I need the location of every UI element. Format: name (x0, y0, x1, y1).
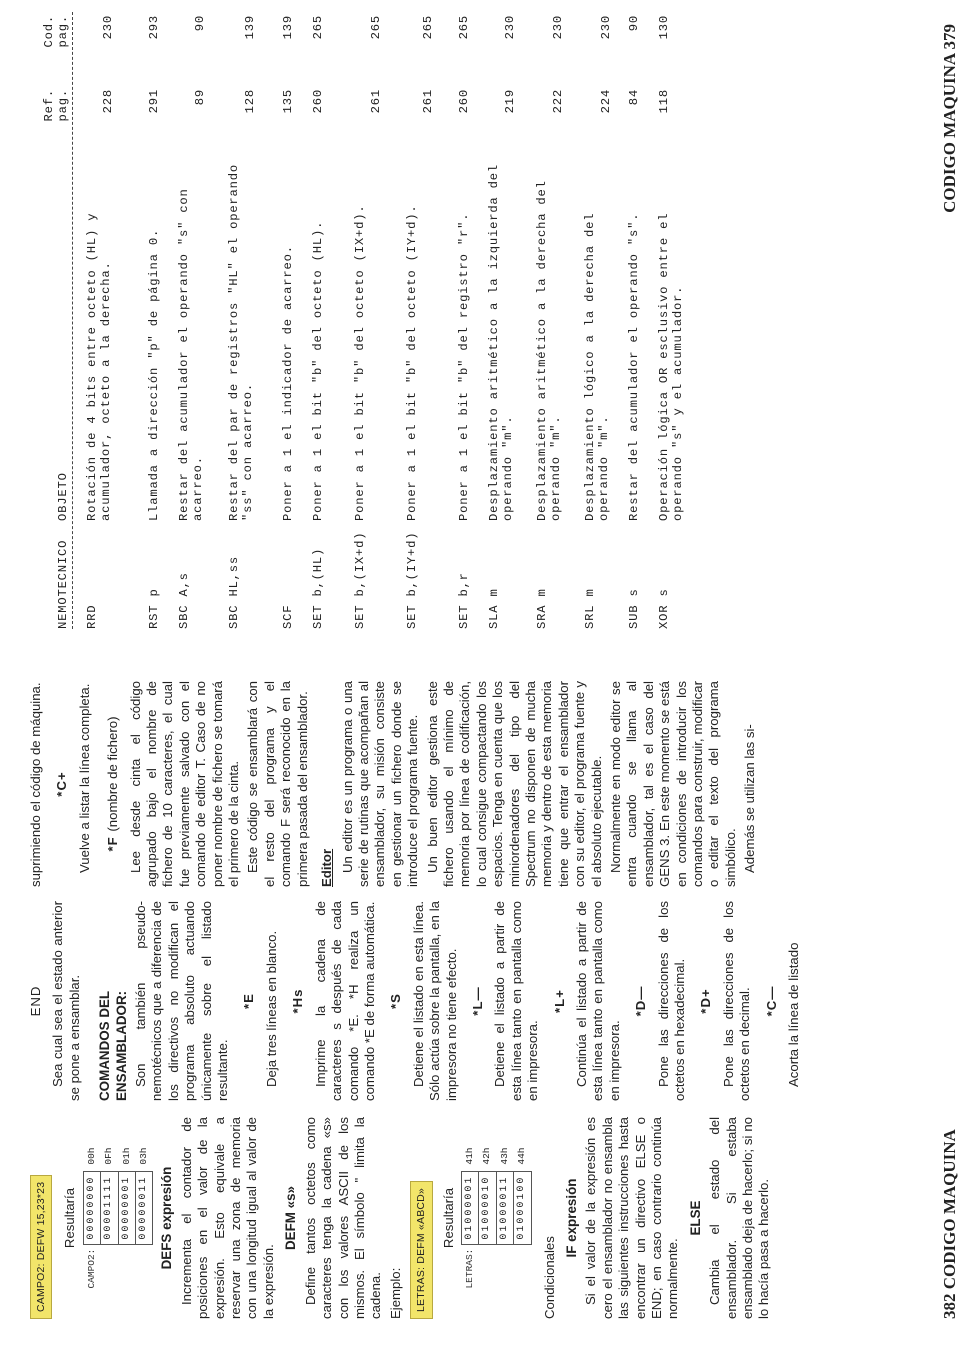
grid-bits: 01000010 (479, 1171, 496, 1244)
row-cod: 230 (503, 15, 517, 40)
cmd-f: *F (105, 836, 121, 852)
if-heading: IF expresión (563, 1178, 579, 1258)
else-paragraph: Cambia el estado del ensamblador. Si estaba ensamblado deja de hacerlo; si no lo hacía pasa a hacerlo. (707, 1117, 772, 1319)
table-row (177, 12, 227, 629)
grid-label: CAMPO2: (85, 1248, 97, 1289)
row-mnemonic: SRL m (583, 588, 597, 629)
row-ref: 224 (599, 89, 613, 114)
row-ref: 291 (147, 89, 161, 114)
header-ref-label: Ref. (42, 89, 56, 122)
row-ref: 89 (193, 89, 207, 106)
row-ref: 260 (311, 89, 325, 114)
row-ref: 260 (457, 89, 471, 114)
cmd-d-plus: *D+ (698, 988, 714, 1014)
cmd-l-plus: *L+ (551, 989, 567, 1013)
row-ref: 84 (627, 89, 641, 106)
row-cod: 130 (657, 15, 671, 40)
header-objeto: OBJETO (56, 472, 70, 521)
resultaria-label-2: Resultaría (440, 1187, 456, 1249)
defm-paragraph: Define tantos octetos como caracteres tenga la cadena «s» con los valores ASCII de los mismos. El símbolo " limita la cadena. (302, 1117, 384, 1319)
row-objeto: Restar del par de registros "HL" el operando "ss" con acarreo. (227, 163, 255, 521)
row-cod: 230 (551, 15, 565, 40)
left-page (0, 657, 970, 1347)
memory-grid-letras (461, 1145, 532, 1290)
row-objeto: Poner a 1 el bit "b" del octeto (IY+d). (405, 204, 419, 521)
row-mnemonic: SET b,(IX+d) (353, 531, 367, 629)
grid-hex: 01h (120, 1147, 132, 1165)
grid-bits: 01000001 (461, 1171, 478, 1244)
cmd-l-plus-text: Continúa el listado a partir de esta línea tanto en pantalla como en impresora. (573, 901, 622, 1101)
row-ref: 228 (101, 89, 115, 114)
row-mnemonic: SET b,(IY+d) (405, 531, 419, 629)
row-cod: 265 (421, 15, 435, 40)
table-row (457, 12, 487, 629)
row-cod: 265 (311, 15, 325, 40)
editor-paragraph-2: Un buen editor gestiona este fichero usando el mínimo de memoria por línea de codificación, lo cual consigue compactando los espacios. Tenga en cuenta que los miniordenadores del tipo del Spectrum no disponen de mucha memoria y dentro de esta memoria tiene que entrar el ensamblador con su editor, el programa fuente y el absoluto ejecutable. (424, 681, 604, 887)
cmd-c-plus: *C+ (54, 771, 70, 797)
row-objeto: Poner a 1 el bit "b" del octeto (IX+d). (353, 204, 367, 521)
editor-paragraph-3: Normalmente en modo editor se entra cuando se llama al ensamblador, tal es el caso del GENS 3. En este momento se está en condiciones de introducir los comandos para construir, modificar o editar el texto del programa simbólico. (608, 681, 738, 887)
cmd-c-plus-text: Vuelve a listar la línea completa. (76, 683, 92, 873)
grid-bits: 01000100 (514, 1171, 531, 1244)
grid-bits: 01000011 (496, 1171, 513, 1244)
grid-bits: 00000011 (136, 1171, 153, 1244)
row-mnemonic: SET b,r (457, 572, 471, 629)
row-objeto: Desplazamiento aritmético a la izquierda del operando "m". (487, 163, 515, 521)
cmd-l-minus-text: Detiene el listado a partir de esta línea tanto en pantalla como en impresora. (492, 901, 541, 1101)
row-mnemonic: RST p (147, 588, 161, 629)
grid-bits: 00000000 (83, 1171, 100, 1244)
defs-heading: DEFS expresión (159, 1166, 175, 1270)
table-row (657, 12, 701, 629)
row-mnemonic: SLA m (487, 588, 501, 629)
row-objeto: Desplazamiento lógico a la derecha del operando "m". (583, 212, 611, 521)
cmd-hs: *Hs (290, 988, 306, 1014)
if-paragraph: Si el valor de la expresión es cero el ensamblador no ensambla las siguientes instrucciones hasta encontrar un directivo ELSE o END; en caso contrario continúa normalmente. (583, 1117, 681, 1319)
grid-label: LETRAS: (463, 1248, 475, 1289)
mnemonic-table (40, 12, 701, 629)
row-objeto: Poner a 1 el bit "b" del octeto (HL). (311, 220, 325, 521)
row-mnemonic: XOR s (657, 588, 671, 629)
resultaria-label-1: Resultaría (62, 1187, 78, 1249)
cmd-hs-text: Imprime la cadena de caracteres s después de cada comando *E. *H realiza un comando *E de forma automática. (312, 901, 377, 1101)
cmd-e-text: Deja tres líneas en blanco. (263, 930, 279, 1087)
cmd-d-plus-text: Pone las direcciones de los octetos en decimal. (720, 901, 753, 1101)
cmd-f-text-1: Lee desde cinta el código agrupado bajo el nombre de fichero de 10 caracteres, el cual fue previamente salvado con el comando de editor T. Caso de no poner nombre de fichero se tomará el primero de la cinta. (127, 681, 242, 887)
comandos-heading: COMANDOS DEL ENSAMBLADOR: (97, 990, 129, 1101)
left-column-1 (28, 1117, 776, 1319)
row-mnemonic: SET b,(HL) (311, 547, 325, 629)
row-ref: 118 (657, 89, 671, 114)
grid-bits: 00001111 (101, 1171, 118, 1244)
cmd-c-minus-text: Acorta la línea de listado (786, 942, 802, 1087)
row-cod: 293 (147, 15, 161, 40)
col3-intro: suprimiendo el código de máquina. (28, 682, 43, 887)
table-row (311, 12, 353, 629)
row-cod: 265 (369, 15, 383, 40)
row-ref: 261 (369, 89, 383, 114)
right-page-footer: CODIGO MAQUINA 379 (940, 24, 959, 213)
else-heading: ELSE (687, 1200, 703, 1236)
ejemplo-label: Ejemplo: (387, 1267, 403, 1319)
row-mnemonic: SUB s (627, 588, 641, 629)
left-column-2 (28, 901, 805, 1101)
row-objeto: Poner a 1 el indicador de acarreo. (281, 245, 295, 521)
row-ref: 219 (503, 89, 517, 114)
row-cod: 139 (281, 15, 295, 40)
table-header (40, 12, 73, 629)
memory-grid-campo (83, 1145, 154, 1290)
row-cod: 139 (243, 15, 257, 40)
grid-bits: 00000001 (118, 1171, 135, 1244)
editor-paragraph-1: Un editor es un programa o una serie de rutinas que acompañan al ensamblador, su misión consiste en gestionar un fichero donde se introduce el programa fuente. (339, 681, 421, 887)
campo-code-box: CAMPO2: DEFW 15,23*23 (30, 1175, 52, 1319)
row-ref: 261 (421, 89, 435, 114)
header-ref-sub: pag. (56, 89, 70, 122)
defs-paragraph: Incrementa el contador de posiciones en el valor de la expresión. Esto equivale a reservar una zona de memoria con una longitud igual al valor de la expresión. (178, 1117, 276, 1319)
left-page-footer: 382 CODIGO MAQUINA (940, 1129, 959, 1319)
table-row (405, 12, 457, 629)
cmd-d-minus-text: Pone las direcciones de los octetos en hexadecimal. (655, 901, 687, 1101)
row-objeto: Desplazamiento aritmético a la derecha del operando "m". (535, 180, 563, 521)
row-mnemonic: SBC HL,ss (227, 555, 241, 629)
table-row (487, 12, 535, 629)
cmd-d-minus: *D— (633, 985, 649, 1017)
cmd-s-text: Detiene el listado en esta línea. Sólo actúa sobre la pantalla, en la impresora no tiene efecto. (410, 901, 459, 1101)
row-cod: 230 (101, 15, 115, 40)
table-row (85, 12, 147, 629)
row-cod: 90 (193, 15, 207, 32)
end-heading: END (28, 985, 43, 1017)
cmd-l-minus: *L— (469, 986, 485, 1016)
header-cod-sub: pag. (56, 15, 70, 48)
row-objeto: Operación lógica OR esclusivo entre el operando "s" y el acumulador. (657, 212, 685, 521)
cmd-f-param: (nombre de fichero) (105, 716, 121, 832)
end-paragraph: Sea cual sea el estado anterior se pone a ensamblar. (50, 901, 82, 1101)
cmd-c-minus: *C— (763, 985, 779, 1017)
right-page (0, 0, 970, 657)
letras-code-box: LETRAS: DEFM «ABCD» (410, 1181, 432, 1319)
table-row (535, 12, 583, 629)
comandos-paragraph: Son también pseudo-nemotécnicos que a diferencia de los directivos no modifican el programa absoluto actuando únicamente sobre el listado resultante. (133, 901, 231, 1101)
row-objeto: Rotación de 4 bits entre octeto (HL) y acumulador, octeto a la derecha. (85, 212, 113, 521)
row-cod: 230 (599, 15, 613, 40)
row-mnemonic: SCF (281, 604, 295, 629)
cmd-f-text-2: Este código se ensamblará con el resto del programa y el comando F será reconocido en la primera pasada del ensamblador. (245, 681, 310, 887)
row-cod: 90 (627, 15, 641, 32)
row-ref: 222 (551, 89, 565, 114)
grid-hex: 42h (481, 1147, 493, 1165)
row-mnemonic: SBC A,s (177, 572, 191, 629)
cmd-e: *E (241, 993, 257, 1009)
table-row (281, 12, 311, 629)
row-objeto: Poner a 1 el bit "b" del registro "r". (457, 212, 471, 521)
row-ref: 135 (281, 89, 295, 114)
table-row (353, 12, 405, 629)
editor-heading: Editor (319, 848, 335, 887)
row-objeto: Llamada a dirección "p" de página 0. (147, 228, 161, 521)
condicionales-label: Condicionales (541, 1236, 557, 1319)
defm-heading: DEFM «s» (283, 1186, 299, 1250)
table-row (147, 12, 177, 629)
row-objeto: Restar del acumulador el operando "s" con acarreo. (177, 188, 205, 521)
left-column-3 (28, 681, 762, 887)
table-row (583, 12, 627, 629)
header-ref (42, 89, 70, 135)
row-objeto: Restar del acumulador el operando "s". (627, 212, 641, 521)
header-cod-label: Cod. (42, 15, 56, 48)
cmd-f-line (105, 681, 121, 887)
grid-hex: 43h (498, 1147, 510, 1165)
grid-hex: 41h (463, 1147, 475, 1165)
header-cod (42, 15, 70, 63)
row-cod: 265 (457, 15, 471, 40)
row-ref: 128 (243, 89, 257, 114)
table-row (627, 12, 657, 629)
table-row (227, 12, 281, 629)
row-mnemonic: RRD (85, 604, 99, 629)
header-nemotecnico: NEMOTECNICO (56, 539, 70, 629)
grid-hex: 44h (516, 1147, 528, 1165)
editor-paragraph-4: Además se utilizan las si- (742, 724, 758, 873)
cmd-s: *S (388, 993, 404, 1009)
grid-hex: 03h (138, 1147, 150, 1165)
row-mnemonic: SRA m (535, 588, 549, 629)
grid-hex: 0Fh (103, 1147, 115, 1165)
grid-hex: 00h (85, 1147, 97, 1165)
